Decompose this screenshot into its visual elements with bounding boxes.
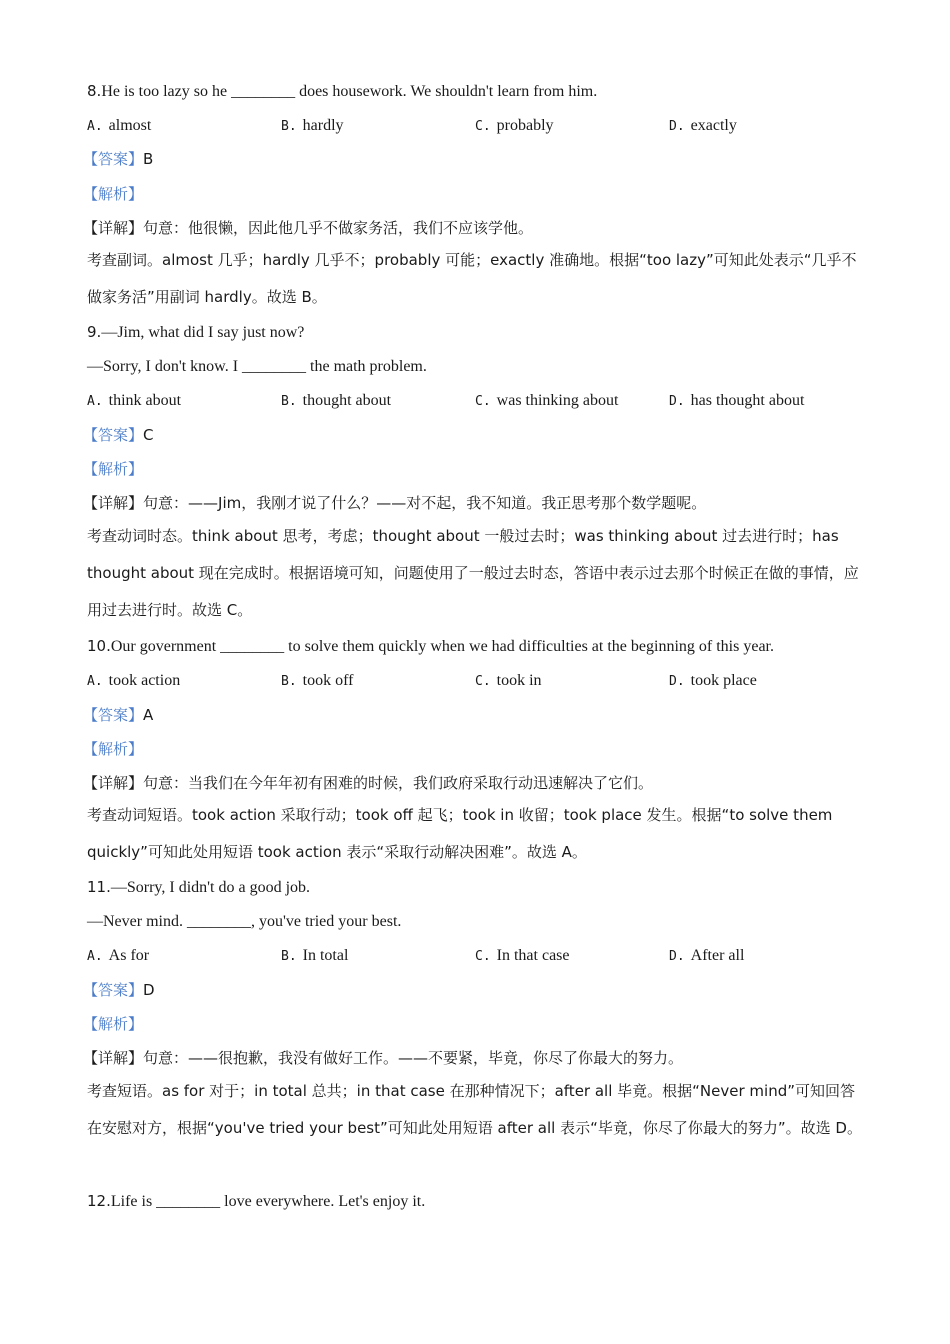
question-9 — [87, 322, 304, 343]
question-stem-line-2: —Sorry, I don't know. I ________ the math problem. — [87, 358, 427, 375]
option-d[interactable]: D. took place — [669, 672, 757, 689]
options-row-10 — [87, 671, 867, 691]
answer-line-11 — [83, 980, 155, 1000]
answer-line-10 — [83, 705, 153, 725]
answer-label: 【答案】 — [83, 981, 144, 999]
option-c[interactable]: C. was thinking about — [475, 392, 619, 409]
analysis-label-11: 【解析】 — [83, 1015, 144, 1033]
answer-label: 【答案】 — [83, 706, 144, 724]
option-b[interactable]: B. hardly — [281, 117, 344, 134]
question-number: 11. — [87, 878, 111, 896]
answer-line-8 — [83, 149, 153, 169]
answer-value: D — [143, 981, 155, 999]
detail-text: 句意：——很抱歉，我没有做好工作。——不要紧，毕竟，你尽了你最大的努力。 — [143, 1049, 684, 1067]
question-stem-text: —Jim, what did I say just now? — [101, 324, 305, 341]
question-12 — [87, 1191, 425, 1212]
option-a[interactable]: A. took action — [87, 672, 181, 689]
explanation-9: 考查动词时态。think about 思考，考虑；thought about 一般过去时；was thinking about 过去进行时；has thought about 现在完成时。根据语境可知，问题使用了一般过去时态，答语中表示过去那个时候正在做的事情，应用过去进行时。故选 C。 — [87, 527, 859, 619]
question-stem-text: —Sorry, I didn't do a good job. — [110, 879, 311, 896]
explanation-8: 考查副词。almost 几乎；hardly 几乎不；probably 可能；exactly 准确地。根据“too lazy”可知此处表示“几乎不做家务活”用副词 hardly。故选 B。 — [87, 251, 857, 306]
detail-label: 【详解】 — [83, 1049, 144, 1067]
question-11 — [87, 877, 310, 898]
detail-text: 句意：他很懒，因此他几乎不做家务活，我们不应该学他。 — [143, 219, 534, 237]
detail-label: 【详解】 — [83, 494, 144, 512]
option-a[interactable]: A. As for — [87, 947, 150, 964]
options-row-11 — [87, 946, 867, 966]
question-8 — [87, 81, 597, 102]
option-b[interactable]: B. In total — [281, 947, 349, 964]
detail-line-9 — [83, 493, 706, 513]
option-b[interactable]: B. took off — [281, 672, 354, 689]
analysis-label-9: 【解析】 — [83, 460, 144, 478]
detail-text: 句意：——Jim，我刚才说了什么？——对不起，我不知道。我正思考那个数学题呢。 — [143, 494, 707, 512]
option-c[interactable]: C. took in — [475, 672, 542, 689]
detail-label: 【详解】 — [83, 774, 144, 792]
option-d[interactable]: D. After all — [669, 947, 745, 964]
answer-value: A — [143, 706, 154, 724]
explanation-11: 考查短语。as for 对于；in total 总共；in that case 在那种情况下；after all 毕竟。根据“Never mind”可知回答在安慰对方，根据“you've tried your best”可知此处用短语 after all 表示“毕竟，你尽了你最大的努力”。故选 D。 — [87, 1082, 862, 1137]
option-b[interactable]: B. thought about — [281, 392, 392, 409]
detail-text: 句意：当我们在今年年初有困难的时候，我们政府采取行动迅速解决了它们。 — [143, 774, 654, 792]
option-a[interactable]: A. think about — [87, 392, 182, 409]
answer-label: 【答案】 — [83, 150, 144, 168]
question-stem-text: Our government ________ to solve them quickly when we had difficulties at the beginning of this year. — [110, 638, 774, 655]
answer-value: B — [143, 150, 154, 168]
option-a[interactable]: A. almost — [87, 117, 152, 134]
question-number: 9. — [87, 323, 102, 341]
option-d[interactable]: D. exactly — [669, 117, 737, 134]
detail-line-8 — [83, 218, 533, 238]
detail-line-10 — [83, 773, 653, 793]
option-c[interactable]: C. probably — [475, 117, 554, 134]
question-stem-text: He is too lazy so he ________ does housework. We shouldn't learn from him. — [101, 83, 598, 100]
question-number: 8. — [87, 82, 102, 100]
question-number: 12. — [87, 1192, 111, 1210]
options-row-9 — [87, 391, 867, 411]
option-d[interactable]: D. has thought about — [669, 392, 805, 409]
analysis-label-10: 【解析】 — [83, 740, 144, 758]
options-row-8 — [87, 116, 867, 136]
detail-label: 【详解】 — [83, 219, 144, 237]
analysis-label-8: 【解析】 — [83, 185, 144, 203]
explanation-10: 考查动词短语。took action 采取行动；took off 起飞；took in 收留；took place 发生。根据“to solve them quickly”可知此处用短语 took action 表示“采取行动解决困难”。故选 A。 — [87, 806, 833, 861]
question-10 — [87, 636, 774, 657]
answer-label: 【答案】 — [83, 426, 144, 444]
detail-line-11 — [83, 1048, 683, 1068]
option-c[interactable]: C. In that case — [475, 947, 570, 964]
question-stem — [87, 81, 597, 102]
question-stem-text: Life is ________ love everywhere. Let's enjoy it. — [110, 1193, 426, 1210]
answer-value: C — [143, 426, 154, 444]
question-stem-line-2: —Never mind. ________, you've tried your best. — [87, 913, 402, 930]
answer-line-9 — [83, 425, 154, 445]
question-number: 10. — [87, 637, 111, 655]
